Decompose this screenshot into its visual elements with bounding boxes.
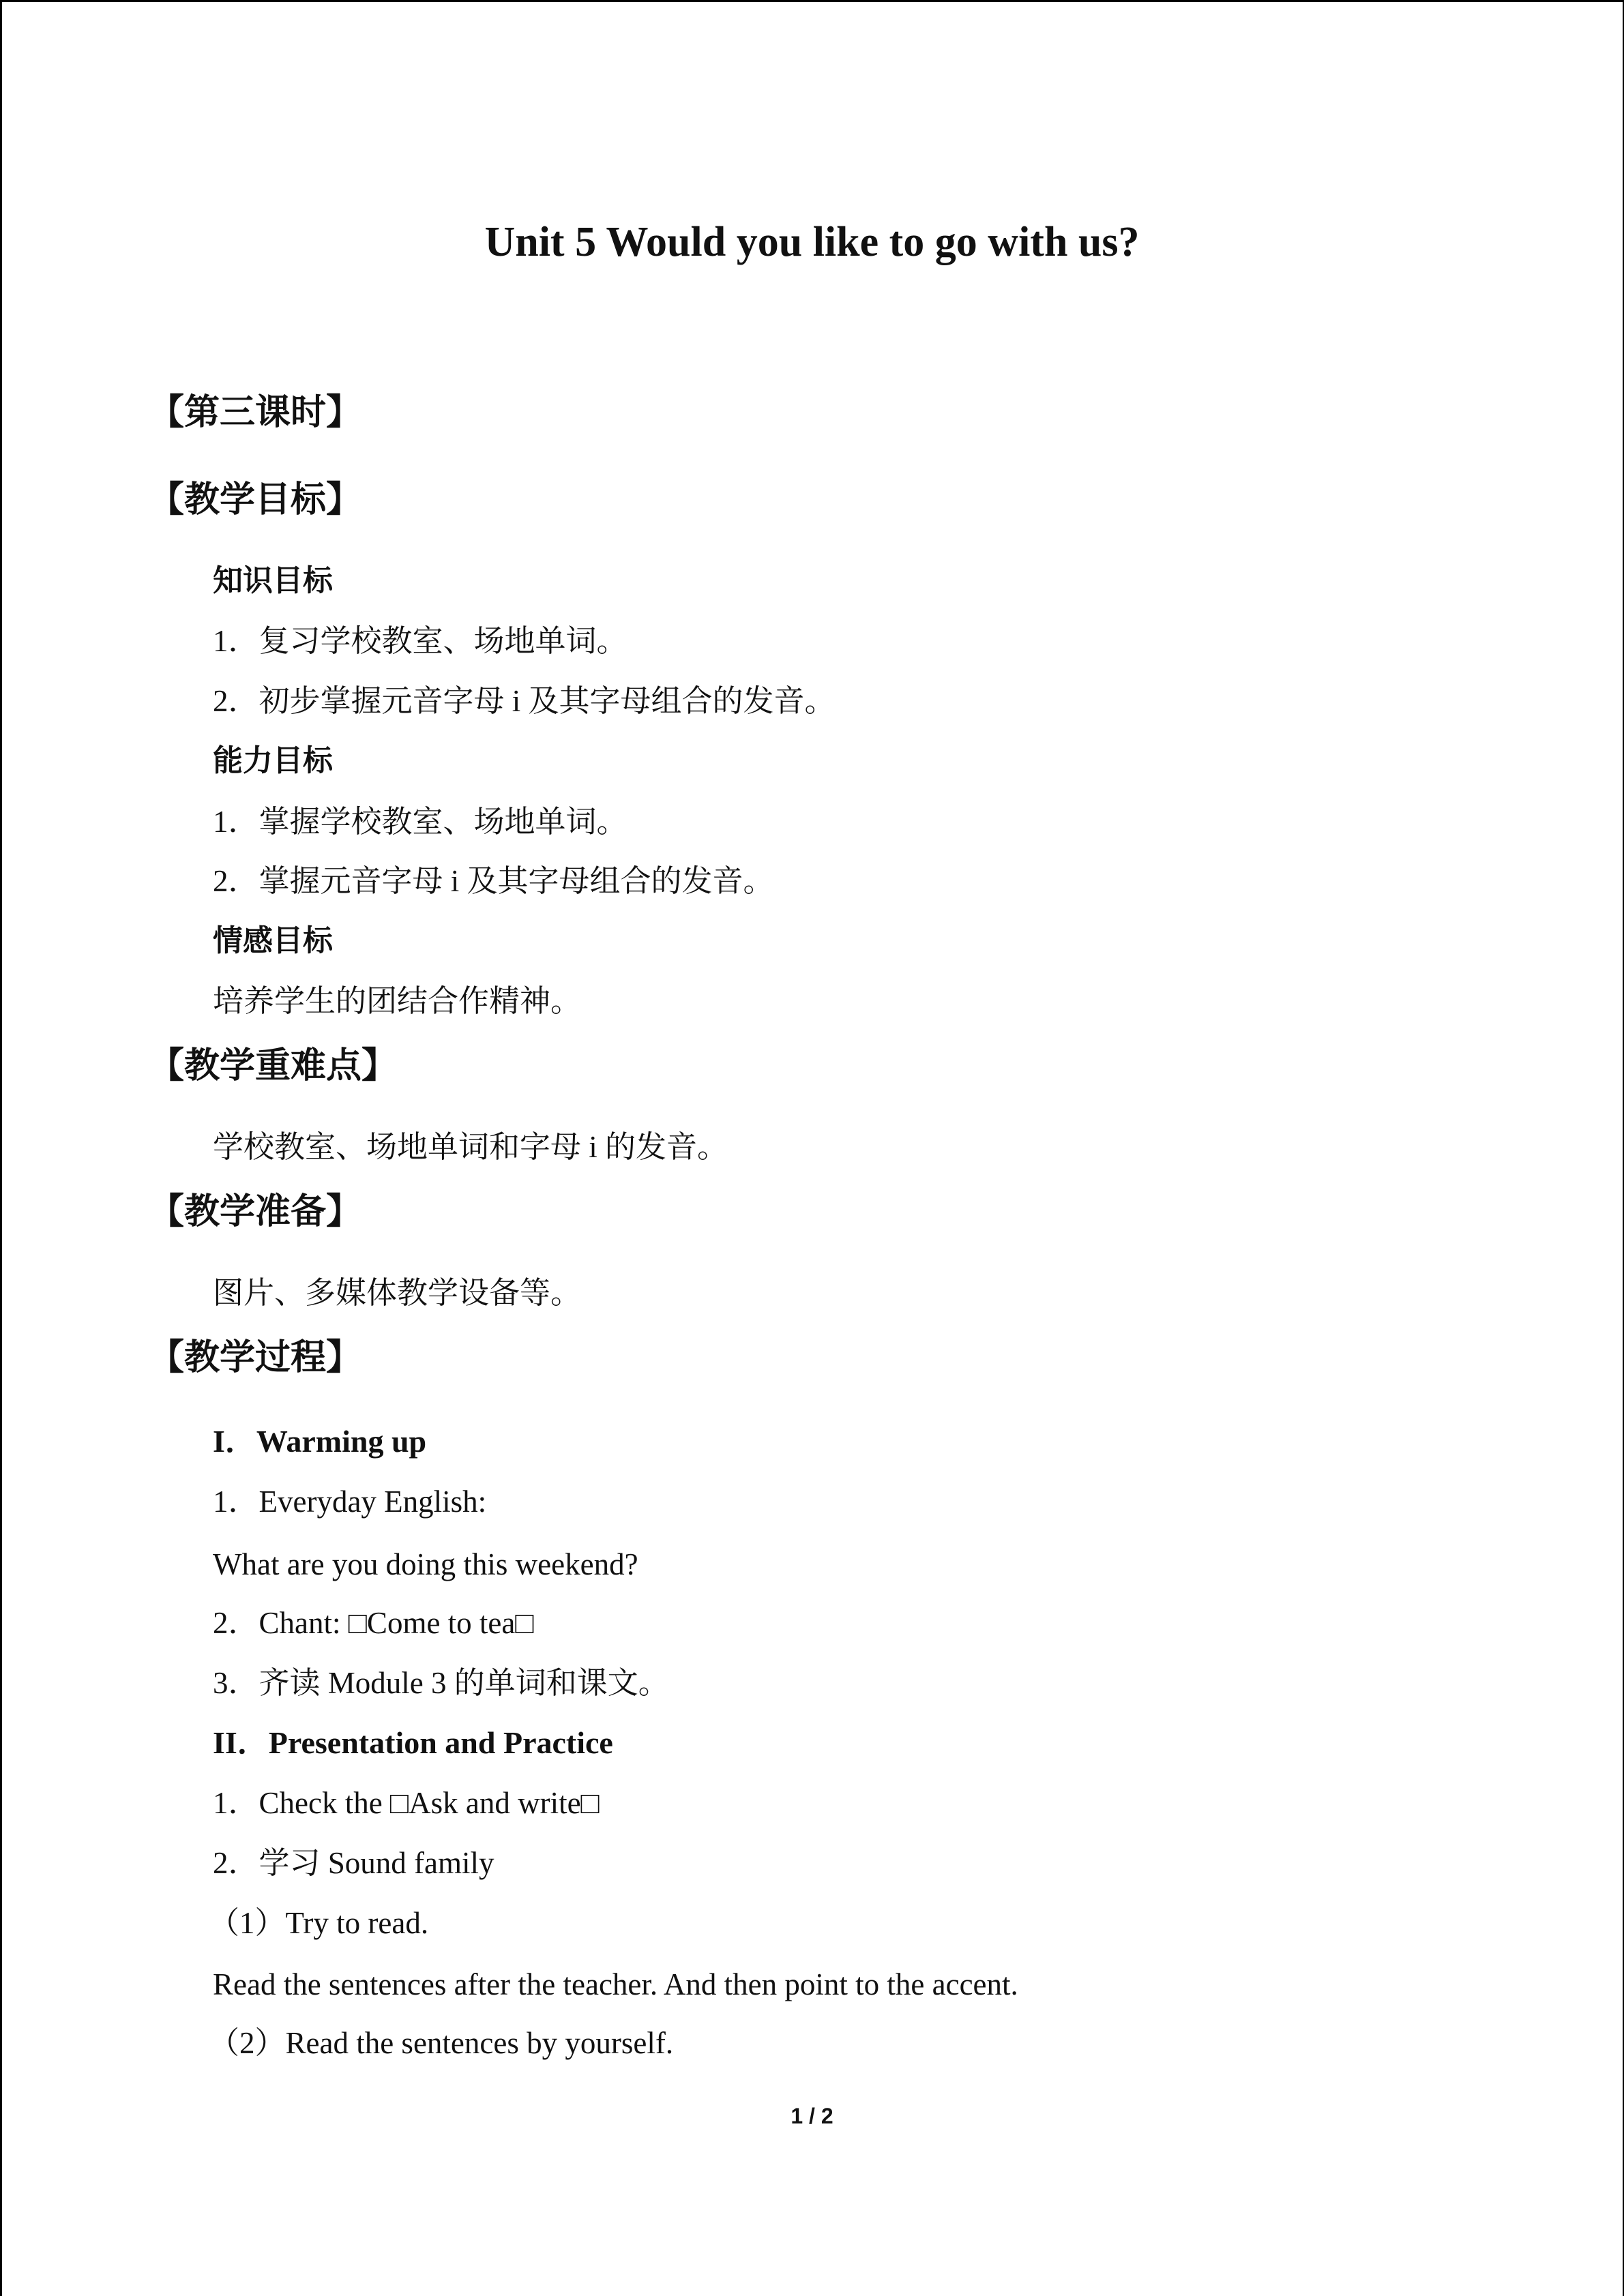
- objectives-heading: 【教学目标】: [149, 479, 362, 520]
- list-item: 2．学习 Sound family: [213, 1846, 494, 1880]
- preparation-text: 图片、多媒体教学设备等。: [213, 1276, 582, 1310]
- list-item: What are you doing this weekend?: [213, 1547, 638, 1581]
- emotion-heading: 情感目标: [213, 923, 333, 958]
- keypoints-text: 学校教室、场地单词和字母 i 的发音。: [213, 1130, 728, 1164]
- list-item: 2．Chant: □Come to tea□: [213, 1606, 534, 1640]
- process-heading: 【教学过程】: [149, 1337, 362, 1378]
- list-item: Read the sentences after the teacher. And then point to the accent.: [213, 1967, 1018, 2001]
- knowledge-item: 1．复习学校教室、场地单词。: [213, 624, 628, 658]
- list-item: （1）Try to read.: [209, 1906, 429, 1940]
- knowledge-heading: 知识目标: [213, 563, 333, 598]
- list-item: 1．Check the □Ask and write□: [213, 1786, 600, 1820]
- list-item: （2）Read the sentences by yourself.: [209, 2026, 674, 2060]
- keypoints-heading: 【教学重难点】: [149, 1045, 398, 1086]
- emotion-text: 培养学生的团结合作精神。: [213, 984, 582, 1018]
- ability-item: 1．掌握学校教室、场地单词。: [213, 805, 628, 839]
- knowledge-item: 2．初步掌握元音字母 i 及其字母组合的发音。: [213, 684, 836, 718]
- list-item: 3．齐读 Module 3 的单词和课文。: [213, 1666, 669, 1700]
- page-number: 1 / 2: [791, 2104, 833, 2128]
- preparation-heading: 【教学准备】: [149, 1191, 362, 1232]
- ability-heading: 能力目标: [213, 743, 333, 778]
- lesson-heading: 【第三课时】: [149, 392, 362, 433]
- section-title-warming-up: I．Warming up: [213, 1424, 427, 1459]
- document-title: Unit 5 Would you like to go with us?: [484, 219, 1140, 265]
- ability-item: 2．掌握元音字母 i 及其字母组合的发音。: [213, 864, 774, 898]
- list-item: 1．Everyday English:: [213, 1485, 487, 1519]
- section-title-presentation: II．Presentation and Practice: [213, 1725, 613, 1760]
